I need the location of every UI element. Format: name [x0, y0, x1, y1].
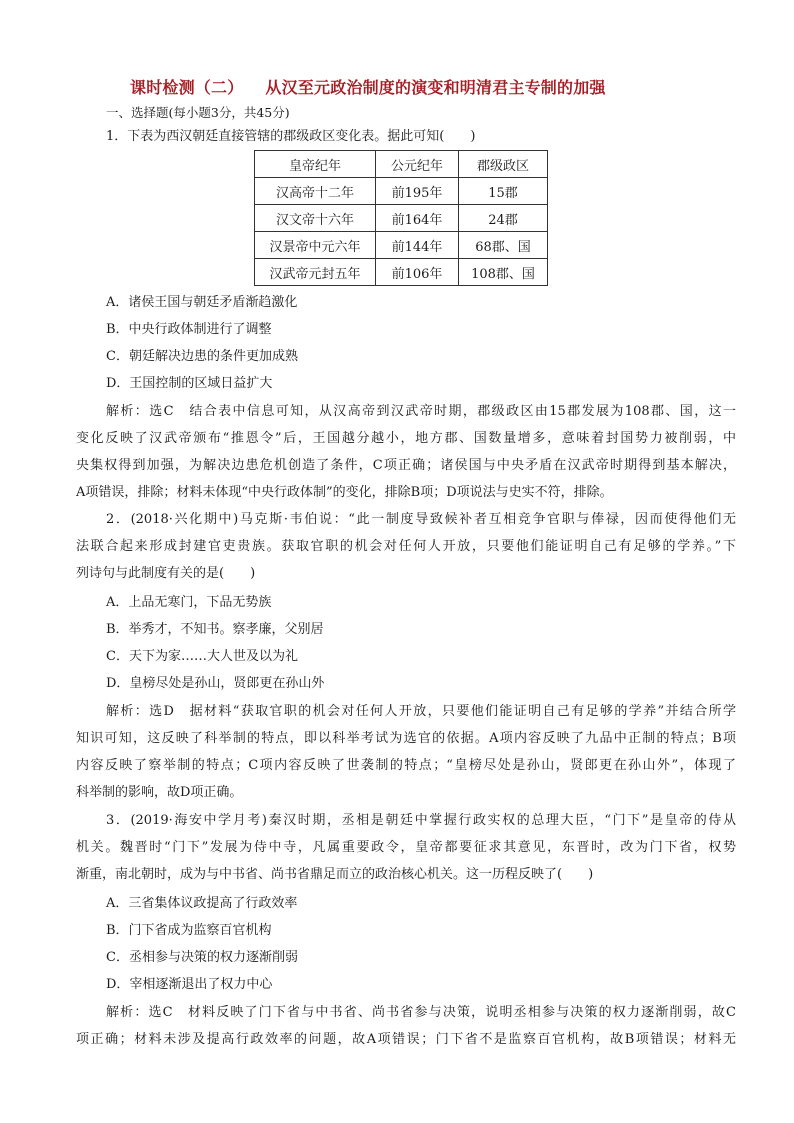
table-cell: 68郡、国 [459, 232, 548, 259]
analysis-line: A项错误，排除；材料未体现“中央行政体制”的变化，排除B项；D项说法与史实不符，排除。 [76, 485, 613, 500]
table-cell: 15郡 [459, 178, 548, 205]
option-c: C．天下为家……大人世及以为礼 [106, 649, 298, 664]
table-cell: 汉文帝十六年 [255, 205, 376, 232]
option-b: B．举秀才，不知书。察孝廉，父别居 [106, 622, 324, 637]
table-cell: 24郡 [459, 205, 548, 232]
analysis-line: 解析：选C 结合表中信息可知，从汉高帝到汉武帝时期，郡级政区由15郡发展为108郡、国，这一 [106, 404, 736, 419]
section-heading: 一、选择题(每小题3分，共45分) [106, 105, 290, 120]
analysis-line: 变化反映了汉武帝颁布“推恩令”后，王国越分越小，地方郡、国数量增多，意味着封国势力被削弱，中 [76, 431, 736, 446]
table-header-cell: 郡级政区 [459, 151, 548, 178]
option-b: B．中央行政体制进行了调整 [106, 322, 272, 337]
question-1-table [254, 150, 548, 286]
table-cell: 108郡、国 [459, 259, 548, 286]
analysis-line: 央集权得到加强，为解决边患危机创造了条件，C项正确；诸侯国与中央矛盾在汉武帝时期得到基本解决， [76, 458, 736, 473]
question-2-stem-line: 法联合起来形成封建官吏贵族。获取官职的机会对任何人开放，只要他们能证明自己有足够的学养。”下 [76, 539, 736, 554]
table-cell: 前144年 [376, 232, 459, 259]
table-cell: 汉武帝元封五年 [255, 259, 376, 286]
title-part-1: 课时检测（二） [130, 78, 244, 97]
table-cell: 前106年 [376, 259, 459, 286]
table-row [255, 178, 548, 205]
option-c: C．丞相参与决策的权力逐渐削弱 [106, 950, 298, 965]
table-cell: 汉景帝中元六年 [255, 232, 376, 259]
option-b: B．门下省成为监察百官机构 [106, 923, 272, 938]
table-cell: 汉高帝十二年 [255, 178, 376, 205]
page-title [130, 78, 730, 98]
table-row [255, 205, 548, 232]
analysis-line: 内容反映了察举制的特点；C项内容反映了世袭制的特点；“皇榜尽处是孙山，贤郎更在孙山外”，体现了 [76, 758, 736, 773]
question-1-stem: 1．下表为西汉朝廷直接管辖的郡级政区变化表。据此可知( ) [106, 129, 476, 144]
table-cell: 前164年 [376, 205, 459, 232]
option-c: C．朝廷解决边患的条件更加成熟 [106, 349, 298, 364]
option-d: D．王国控制的区域日益扩大 [106, 376, 273, 391]
question-3-stem-line: 渐重，南北朝时，成为与中书省、尚书省鼎足而立的政治核心机关。这一历程反映了( ) [76, 867, 594, 882]
table-header-row [255, 151, 548, 178]
title-part-2: 从汉至元政治制度的演变和明清君主专制的加强 [265, 78, 606, 97]
table-cell: 前195年 [376, 178, 459, 205]
analysis-line: 科举制的影响，故D项正确。 [76, 785, 243, 800]
analysis-line: 解析：选C 材料反映了门下省与中书省、尚书省参与决策，说明丞相参与决策的权力逐渐削弱，故C [106, 1005, 736, 1020]
analysis-line: 知识可知，这反映了科举制的特点，即以科举考试为选官的依据。A项内容反映了九品中正制的特点；B项 [76, 731, 736, 746]
question-2-stem-line: 列诗句与此制度有关的是( ) [76, 566, 256, 581]
analysis-line: 解析：选D 据材料“获取官职的机会对任何人开放，只要他们能证明自己有足够的学养”并结合所学 [106, 704, 736, 719]
analysis-line: 项正确；材料未涉及提高行政效率的问题，故A项错误；门下省不是监察百官机构，故B项错误；材料无 [76, 1032, 736, 1047]
table-row [255, 259, 548, 286]
option-d: D．皇榜尽处是孙山，贤郎更在孙山外 [106, 676, 325, 691]
option-d: D．宰相逐渐退出了权力中心 [106, 977, 273, 992]
table-header-cell: 皇帝纪年 [255, 151, 376, 178]
question-3-stem-line: 机关。魏晋时“门下”发展为侍中寺，凡属重要政令，皇帝都要征求其意见，东晋时，改为门下省，权势 [76, 840, 736, 855]
option-a: A．三省集体议政提高了行政效率 [106, 896, 298, 911]
question-3-stem-line: 3．(2019·海安中学月考)秦汉时期，丞相是朝廷中掌握行政实权的总理大臣，“门下”是皇帝的侍从 [106, 813, 736, 828]
question-2-stem-line: 2．(2018·兴化期中)马克斯·韦伯说：“此一制度导致候补者互相竞争官职与俸禄，因而使得他们无 [106, 512, 736, 527]
table-row [255, 232, 548, 259]
option-a: A．诸侯王国与朝廷矛盾渐趋激化 [106, 295, 298, 310]
option-a: A．上品无寒门，下品无势族 [106, 595, 272, 610]
table-header-cell: 公元纪年 [376, 151, 459, 178]
